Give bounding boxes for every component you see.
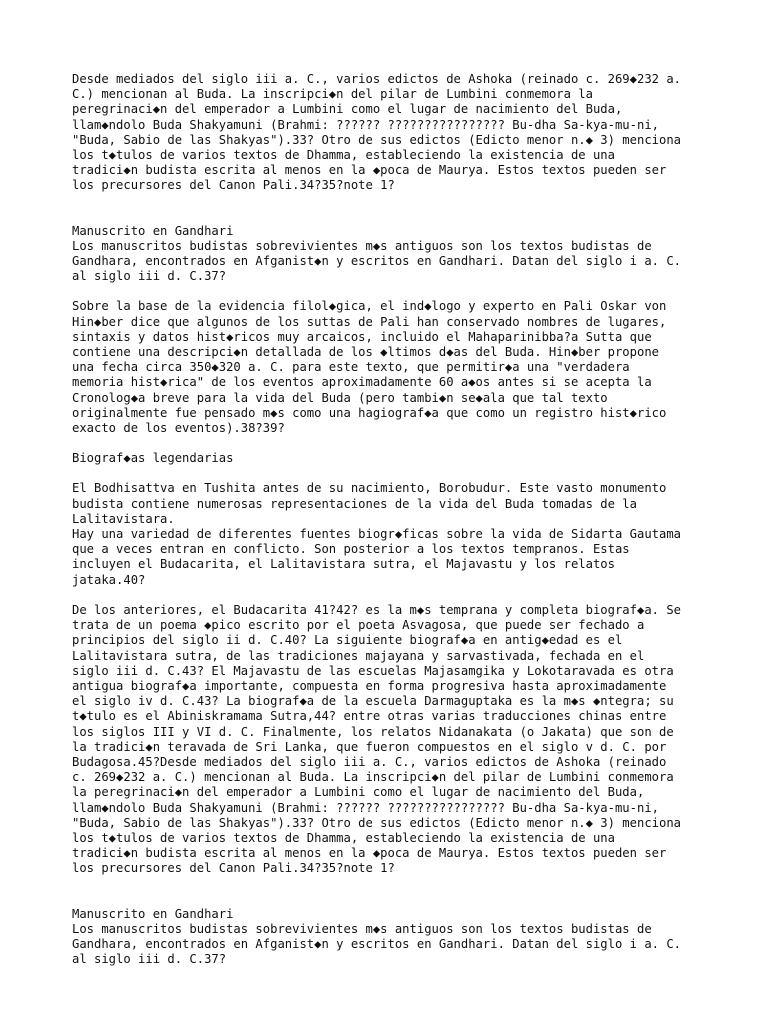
paragraph-spacer: [72, 466, 712, 481]
document-page: [72, 72, 712, 967]
paragraph-spacer: [72, 436, 712, 451]
paragraph-ashoka-edicts: Desde mediados del siglo iii a. C., varios edictos de Ashoka (reinado c. 269◆232 a. C.) mencionan al Buda. La inscripci◆n del pilar de Lumbini conmemora la peregrinaci◆n del emperador a Lumbini como el lugar de nacimiento del Buda, llam◆ndolo Buda Shakyamuni (Brahmi: ?????? ???????????????? Bu-dha Sa-kya-mu-ni, "Buda, Sabio de las Shakyas").33? Otro de sus edictos (Edicto menor n.◆ 3) menciona los t◆tulos de varios textos de Dhamma, estableciendo la existencia de una tradici◆n budista escrita al menos en la ◆poca de Maurya. Estos textos pueden ser los precursores del Canon Pali.34?35?note 1?: [72, 72, 682, 193]
paragraph-gandhari-manuscript-repeat: Manuscrito en Gandhari Los manuscritos budistas sobrevivientes m◆s antiguos son los textos budistas de Gandhara, encontrados en Afganist◆n y escritos en Gandhari. Datan del siglo i a. C. al siglo iii d. C.37?: [72, 906, 682, 967]
paragraph-bodhisattva-tushita: El Bodhisattva en Tushita antes de su nacimiento, Borobudur. Este vasto monumento budista contiene numerosas representaciones de la vida del Buda tomadas de la Lalitavistara. Hay una variedad de diferentes fuentes biogr◆ficas sobre la vida de Sidarta Gautama que a veces entran en conflicto. Son posterior a los textos tempranos. Estas incluyen el Budacarita, el Lalitavistara sutra, el Majavastu y los relatos jataka.40?: [72, 481, 682, 587]
paragraph-gandhari-manuscript: Manuscrito en Gandhari Los manuscritos budistas sobrevivientes m◆s antiguos son los textos budistas de Gandhara, encontrados en Afganist◆n y escritos en Gandhari. Datan del siglo i a. C. al siglo iii d. C.37?: [72, 223, 682, 284]
section-heading-legendary-biographies: Biograf◆as legendarias: [72, 451, 234, 466]
paragraph-philological-evidence: Sobre la base de la evidencia filol◆gica, el ind◆logo y experto en Pali Oskar von Hin◆ber dice que algunos de los suttas de Pali han conservado nombres de lugares, sintaxis y datos hist◆ricos muy arcaicos, incluido el Mahaparinibba?a Sutta que contiene una descripci◆n detallada de los ◆ltimos d◆as del Buda. Hin◆ber propone una fecha circa 350◆320 a. C. para este texto, que permitir◆a una "verdadera memoria hist◆rica" de los eventos aproximadamente 60 a◆os antes si se acepta la Cronolog◆a breve para la vida del Buda (pero tambi◆n se◆ala que tal texto originalmente fue pensado m◆s como una hagiograf◆a que como un registro hist◆rico exacto de los eventos).38?39?: [72, 299, 667, 436]
paragraph-spacer: [72, 588, 712, 603]
paragraph-spacer: [72, 877, 712, 907]
paragraph-spacer: [72, 194, 712, 224]
paragraph-budacarita: De los anteriores, el Budacarita 41?42? es la m◆s temprana y completa biograf◆a. Se trata de un poema ◆pico escrito por el poeta Asvagosa, que puede ser fechado a principios del siglo ii d. C.40? La siguiente biograf◆a en antig◆edad es el Lalitavistara sutra, de las tradiciones majayana y sarvastivada, fechada en el siglo iii d. C.43? El Majavastu de las escuelas Majasamgika y Lokotaravada es otra antigua biograf◆a importante, compuesta en forma progresiva hasta aproximadamente el siglo iv d. C.43? La biograf◆a de la escuela Darmaguptaka es la m◆s ◆ntegra; su t◆tulo es el Abiniskramama Sutra,44? entre otras varias traducciones chinas entre los siglos III y VI d. C. Finalmente, los relatos Nidanakata (o Jakata) que son de la tradici◆n teravada de Sri Lanka, que fueron compuestos en el siglo v d. C. por Budagosa.45?Desde mediados del siglo iii a. C., varios edictos de Ashoka (reinado c. 269◆232 a. C.) mencionan al Buda. La inscripci◆n del pilar de Lumbini conmemora la peregrinaci◆n del emperador a Lumbini como el lugar de nacimiento del Buda, llam◆ndolo Buda Shakyamuni (Brahmi: ?????? ???????????????? Bu-dha Sa-kya-mu-ni, "Buda, Sabio de las Shakyas").33? Otro de sus edictos (Edicto menor n.◆ 3) menciona los t◆tulos de varios textos de Dhamma, estableciendo la existencia de una tradici◆n budista escrita al menos en la ◆poca de Maurya. Estos textos pueden ser los precursores del Canon Pali.34?35?note 1?: [72, 602, 682, 876]
paragraph-spacer: [72, 284, 712, 299]
